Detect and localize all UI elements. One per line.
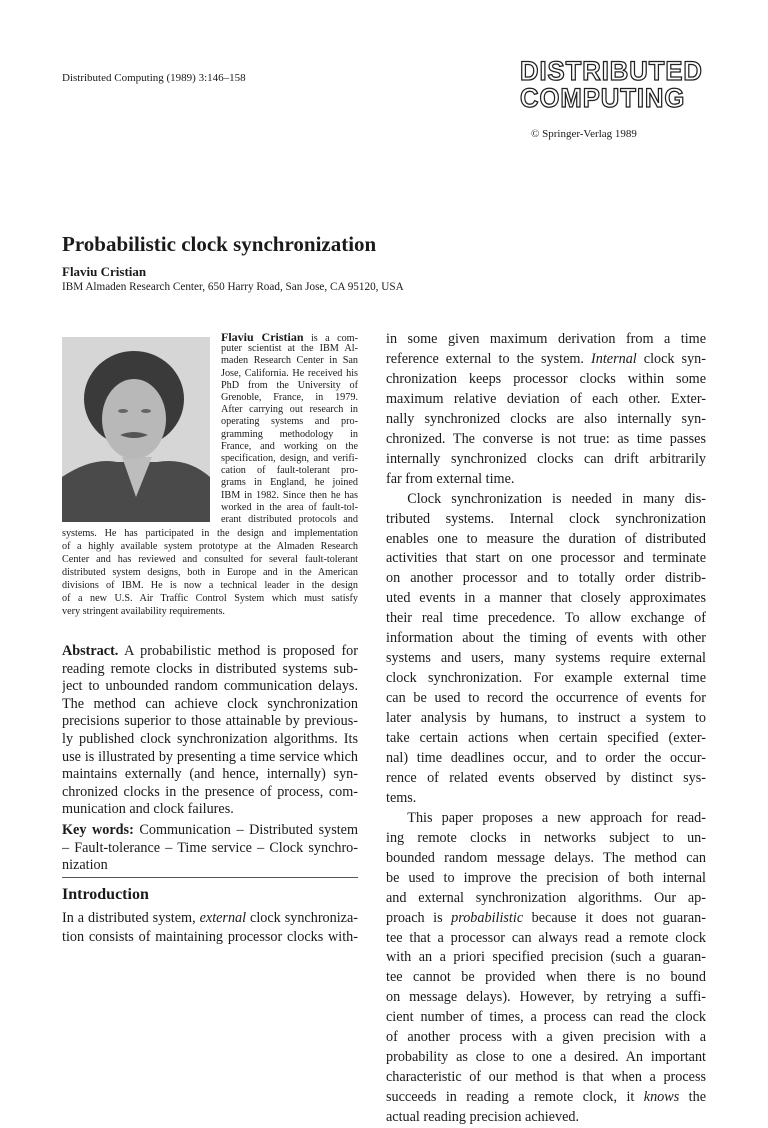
abstract-line: ly published clock synchronization algorithms. Its — [62, 731, 358, 747]
bio-line: maden Research Center in San — [221, 355, 358, 367]
abstract-line: maintains externally (and hence, internally) syn- — [62, 766, 358, 783]
abstract-line: Abstract. A probabilistic method is proposed for — [62, 643, 358, 659]
bio-line: worked in the area of fault-tol- — [221, 501, 358, 513]
body-text-line: take certain actions when certain specified (exter- — [386, 730, 706, 746]
body-text-line: uted events in a manner that closely approximates — [386, 590, 706, 607]
body-text-line: tems. — [386, 789, 417, 806]
body-text-line: chronization keeps processor clocks within some — [386, 370, 706, 387]
body-text-line: enables one to measure the duration of distributed — [386, 530, 706, 547]
body-text-line: succeeds in reading a remote clock, it knows the — [386, 1089, 706, 1106]
logo-line-2: COMPUTING — [520, 83, 686, 113]
logo-line-1: DISTRIBUTED — [520, 56, 703, 86]
body-text-line: rence of related events observed by distinct sys- — [386, 769, 706, 786]
abstract-line: chronized clocks in the presence of process, com- — [62, 783, 358, 800]
abstract-line: ject to unbounded random communication delays. — [62, 678, 358, 695]
journal-logo — [516, 56, 703, 113]
body-text-line: information about the timing of events with other — [386, 630, 706, 647]
section-divider — [62, 877, 358, 878]
bio-line: gramming methodology in — [221, 428, 358, 440]
body-text-line: This paper proposes a new approach for read- — [386, 809, 706, 826]
abstract-line: reading remote clocks in distributed systems sub- — [62, 660, 358, 677]
bio-line: France, and working on the — [221, 440, 358, 452]
abstract-line: use is illustrated by presenting a time service which — [62, 748, 358, 765]
body-text-line: their real time precedence. To allow exchange of — [386, 610, 706, 627]
body-text-line: on another processor and to totally order distrib- — [386, 570, 706, 587]
bio-line: Jose, California. He received his — [221, 367, 358, 379]
body-text-line: actual reading precision achieved. — [386, 1109, 580, 1126]
bio-line: specification, design, and verifi- — [221, 453, 358, 464]
bio-line: cation of fault-tolerant pro- — [221, 465, 358, 477]
abstract-line-label: Abstract. — [62, 643, 119, 659]
author-name: Flaviu Cristian — [62, 264, 147, 279]
bio-line: PhD from the University of — [221, 379, 358, 391]
keywords-line: nization — [62, 857, 108, 874]
bio-line: IBM in 1982. Since then he has — [221, 489, 358, 501]
bio-line: grams in England, he joined — [221, 477, 358, 489]
body-text-line: proach is probabilistic because it does not guaran- — [386, 909, 706, 926]
introduction-heading: Introduction — [62, 886, 149, 903]
introduction-line: tion consists of maintaining processor clocks with- — [62, 929, 358, 945]
body-text-line: in some given maximum derivation from a time — [386, 331, 706, 347]
bio-line: erant distributed protocols and — [221, 514, 358, 525]
body-text-line: Clock synchronization is needed in many dis- — [386, 490, 706, 507]
body-text-line: can be used to record the occurrence of events for — [386, 690, 706, 707]
paper-title: Probabilistic clock synchronization — [62, 232, 377, 256]
keywords-line: – Fault-tolerance – Time service – Clock synchro- — [62, 839, 358, 856]
journal-citation: Distributed Computing (1989) 3:146–158 — [62, 72, 246, 84]
body-text-line: nally synchronized clocks are also internally syn- — [386, 410, 706, 427]
bio-line: Flaviu Cristian is a com- — [221, 331, 358, 344]
body-text-line: and external synchronization algorithms. Our ap- — [386, 889, 706, 906]
abstract-line: munication and clock failures. — [62, 801, 234, 818]
bio-line: After carrying out research in — [221, 404, 358, 416]
body-text-line: of another process with a given precision with a — [386, 1029, 706, 1046]
bio-line: Center and has reviewed and consulted for several fault-tolerant — [62, 554, 358, 565]
introduction-line: In a distributed system, external clock synchroniza- — [62, 910, 358, 926]
keywords-line-label: Key words: — [62, 822, 134, 838]
bio-line: very stringent availability requirements. — [62, 606, 225, 617]
body-text-line: activities that start on one processor and terminate — [386, 550, 706, 567]
body-text-line: clock synchronization. For example external time — [386, 670, 706, 687]
body-text-line: characteristic of our method is that when a process — [386, 1069, 706, 1086]
body-text-line: later analysis by humans, to instruct a system to — [386, 710, 706, 727]
body-text-line: be used to improve the precision of both internal — [386, 869, 706, 886]
bio-line: divisions of IBM. He is now a technical leader in the design — [62, 580, 358, 591]
body-text-line: reference external to the system. Internal clock syn- — [386, 350, 706, 367]
abstract-line: precisions superior to those attainable by previous- — [62, 713, 358, 730]
bio-line: of a highly available system prototype at the Almaden Research — [62, 541, 358, 552]
body-text-line: internally synchronized clocks can drift arbitrarily — [386, 450, 706, 467]
body-text-line: bounded random message delays. The method can — [386, 849, 706, 866]
author-photo — [62, 337, 210, 522]
body-text-line: probability as close to one a desired. An important — [386, 1049, 706, 1066]
body-text-line: cient number of times, a process can read the clock — [386, 1009, 706, 1026]
body-text-line: far from external time. — [386, 470, 515, 487]
bio-line: puter scientist at the IBM Al- — [221, 343, 358, 355]
body-text-line: tee that a processor can always read a remote clock — [386, 929, 706, 946]
author-affiliation: IBM Almaden Research Center, 650 Harry Road, San Jose, CA 95120, USA — [62, 281, 404, 293]
bio-line: systems. He has participated in the design and implementation — [62, 528, 358, 539]
copyright: © Springer-Verlag 1989 — [531, 128, 637, 140]
bio-line: operating systems and pro- — [221, 416, 358, 428]
body-text-line: ing remote clocks in networks subject to un- — [386, 829, 706, 846]
body-text-line: nal) time deadlines occur, and to order the occur- — [386, 749, 706, 766]
body-text-line: maximum relative deviation of each other. Exter- — [386, 390, 706, 407]
body-text-line: systems and users, many systems require external — [386, 650, 706, 667]
body-text-line: with an a priori specified precision (such a guaran- — [386, 949, 706, 966]
abstract-line: The method can achieve clock synchronization — [62, 695, 358, 712]
body-text-line: chronized. The converse is not true: as time passes — [386, 430, 706, 447]
bio-line-label: Flaviu Cristian — [221, 331, 304, 344]
body-text-line: tributed systems. Internal clock synchronization — [386, 510, 706, 527]
keywords-line: Key words: Communication – Distributed system — [62, 822, 358, 838]
bio-line: distributed system designs, both in Europe and in the American — [62, 567, 358, 578]
bio-line: of a new U.S. Air Traffic Control System which must satisfy — [62, 593, 358, 604]
body-text-line: tee cannot be provided when there is no bound — [386, 969, 706, 986]
bio-line: Grenoble, France, in 1979. — [221, 392, 358, 403]
body-text-line: on message delays). However, by retrying a suffi- — [386, 989, 706, 1006]
